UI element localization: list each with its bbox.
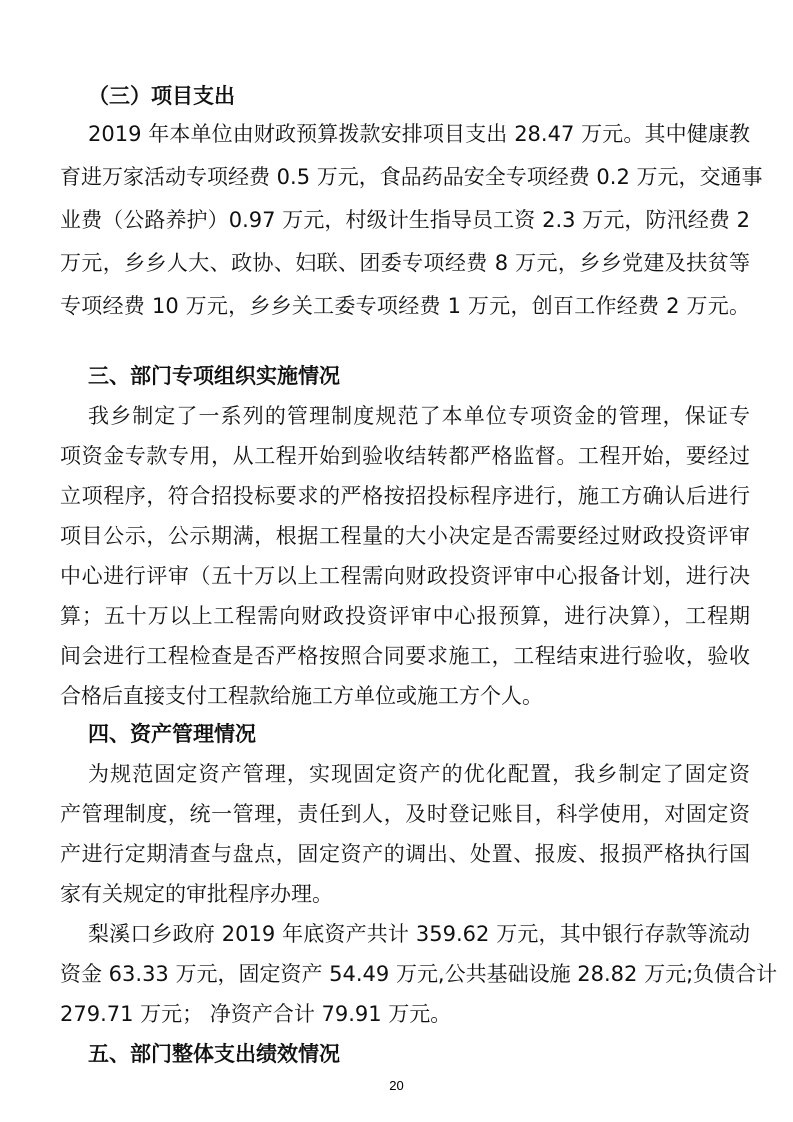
- paragraph-line: 业费（公路养护）0.97 万元，村级计生指导员工资 2.3 万元，防汛经费 2: [60, 208, 750, 232]
- page-number: 20: [389, 1078, 404, 1093]
- paragraph-line: 项目公示，公示期满，根据工程量的大小决定是否需要经过财政投资评审: [60, 524, 750, 548]
- section-heading-asset-management: 四、资产管理情况: [88, 722, 256, 746]
- paragraph-line: 算；五十万以上工程需向财政投资评审中心报预算，进行决算），工程期: [60, 604, 750, 628]
- section-heading-special-implementation: 三、部门专项组织实施情况: [88, 364, 340, 388]
- paragraph-line: 专项经费 10 万元，乡乡关工委专项经费 1 万元，创百工作经费 2 万元。: [60, 294, 750, 318]
- paragraph-line: 我乡制定了一系列的管理制度规范了本单位专项资金的管理，保证专: [88, 404, 750, 428]
- paragraph-line: 立项程序，符合招投标要求的严格按招投标程序进行，施工方确认后进行: [60, 484, 750, 508]
- paragraph-line: 产进行定期清查与盘点，固定资产的调出、处置、报废、报损严格执行国: [60, 842, 750, 866]
- paragraph-line: 梨溪口乡政府 2019 年底资产共计 359.62 万元，其中银行存款等流动: [88, 922, 750, 946]
- paragraph-line: 项资金专款专用，从工程开始到验收结转都严格监督。工程开始，要经过: [60, 444, 750, 468]
- paragraph-line: 间会进行工程检查是否严格按照合同要求施工，工程结束进行验收，验收: [60, 644, 750, 668]
- paragraph-line: 资金 63.33 万元，固定资产 54.49 万元,公共基础设施 28.82 万元;负债合计: [60, 962, 778, 986]
- paragraph-line: 中心进行评审（五十万以上工程需向财政投资评审中心报备计划，进行决: [60, 564, 750, 588]
- paragraph-line: 家有关规定的审批程序办理。: [60, 882, 333, 906]
- paragraph-line: 产管理制度，统一管理，责任到人，及时登记账目，科学使用，对固定资: [60, 802, 750, 826]
- section-heading-project-expenditure: （三）项目支出: [88, 84, 235, 108]
- section-heading-overall-performance: 五、部门整体支出绩效情况: [88, 1042, 340, 1066]
- paragraph-line: 育进万家活动专项经费 0.5 万元，食品药品安全专项经费 0.2 万元，交通事: [60, 165, 763, 189]
- paragraph-line: 合格后直接支付工程款给施工方单位或施工方个人。: [60, 684, 543, 708]
- paragraph-line: 万元，乡乡人大、政协、妇联、团委专项经费 8 万元，乡乡党建及扶贫等: [60, 251, 750, 275]
- paragraph-line: 279.71 万元； 净资产合计 79.91 万元。: [60, 1002, 452, 1026]
- paragraph-line: 2019 年本单位由财政预算拨款安排项目支出 28.47 万元。其中健康教: [88, 122, 750, 146]
- paragraph-line: 为规范固定资产管理，实现固定资产的优化配置，我乡制定了固定资: [88, 762, 750, 786]
